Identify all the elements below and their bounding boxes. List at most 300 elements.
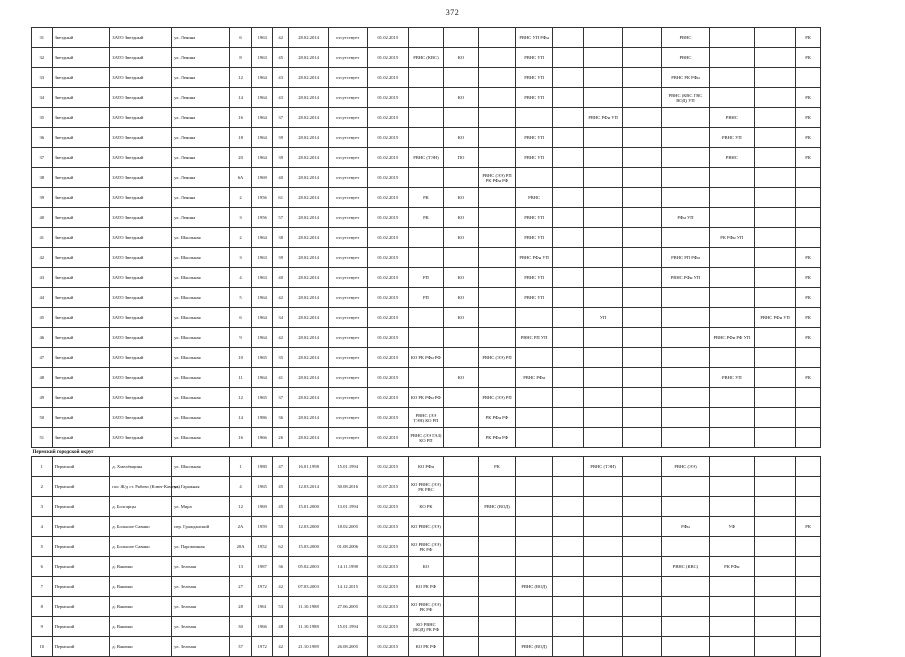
table-cell <box>584 477 623 497</box>
table-cell <box>754 148 795 168</box>
table-cell <box>623 68 662 88</box>
table-row <box>32 597 821 617</box>
table-cell: 40 <box>32 208 53 228</box>
table-cell <box>516 108 553 128</box>
table-cell: ЗАТО Звездный <box>110 208 172 228</box>
table-cell <box>553 557 584 577</box>
table-cell <box>553 108 584 128</box>
table-cell: РК <box>408 188 443 208</box>
table-cell: КО <box>443 368 478 388</box>
table-cell <box>584 148 623 168</box>
table-cell <box>754 108 795 128</box>
table-cell: 28.02.2014 <box>289 188 328 208</box>
table-cell: КО РВНС (ВОД) РК РФ <box>408 617 443 637</box>
table-cell <box>709 428 754 448</box>
table-cell: ЗАТО Звездный <box>110 288 172 308</box>
table-cell: 62 <box>272 537 288 557</box>
table-cell: 16 <box>229 108 252 128</box>
table-cell: 18 <box>229 128 252 148</box>
table-cell: ул. Ленина <box>172 208 230 228</box>
table-cell <box>553 457 584 477</box>
table-cell: ул. Ленина <box>172 188 230 208</box>
table-cell: РП <box>408 268 443 288</box>
table-cell <box>754 268 795 288</box>
table-cell <box>478 597 515 617</box>
table-cell: РФн УП <box>662 208 709 228</box>
table-cell: ЗАТО Звездный <box>110 248 172 268</box>
table-cell <box>584 557 623 577</box>
table-cell: д. Большое Савино <box>110 537 172 557</box>
table-cell: 32 <box>32 48 53 68</box>
table-cell: 01.07.2015 <box>367 477 408 497</box>
table-cell: 30 <box>229 617 252 637</box>
table-cell: 1965 <box>252 388 273 408</box>
table-cell <box>443 497 478 517</box>
table-cell <box>662 408 709 428</box>
table-cell: пер. Гражданский <box>172 517 230 537</box>
table-cell: 2 <box>229 228 252 248</box>
table-cell: ул. Школьная <box>172 308 230 328</box>
table-cell: 01.02.2015 <box>367 368 408 388</box>
table-cell <box>662 428 709 448</box>
table-cell: РК <box>796 268 821 288</box>
table-cell <box>584 617 623 637</box>
table-cell <box>478 268 515 288</box>
table-cell <box>796 228 821 248</box>
table-cell <box>709 168 754 188</box>
table-cell: 28.02.2014 <box>289 268 328 288</box>
table-cell: РВНС (ВОД) <box>516 637 553 657</box>
table-cell <box>796 408 821 428</box>
table-cell <box>478 208 515 228</box>
table-cell <box>623 268 662 288</box>
table-cell: 39 <box>272 148 288 168</box>
section-title: Пермский городской округ <box>32 448 821 457</box>
table-cell <box>754 88 795 108</box>
table-cell: ЗАТО Звездный <box>110 48 172 68</box>
table-cell: отсутствует <box>328 348 367 368</box>
housing-register-table <box>31 27 821 657</box>
table-cell: 01.02.2015 <box>367 248 408 268</box>
table-cell <box>623 328 662 348</box>
table-cell: Пермский <box>52 637 110 657</box>
table-cell: 6А <box>229 168 252 188</box>
table-cell: РВНС РФн УП <box>662 268 709 288</box>
table-cell: 6 <box>229 28 252 48</box>
table-cell: отсутствует <box>328 308 367 328</box>
table-row <box>32 617 821 637</box>
table-cell: 1961 <box>252 597 273 617</box>
table-cell: отсутствует <box>328 248 367 268</box>
table-cell: РВНС РФн РФ УП <box>709 328 754 348</box>
table-cell: 57 <box>272 208 288 228</box>
table-cell: 35 <box>32 108 53 128</box>
table-cell <box>478 288 515 308</box>
table-cell: РВНС <box>709 108 754 128</box>
table-cell: пос Ж/д ст. Рябово (Ключ-Камень) <box>110 477 172 497</box>
table-cell <box>443 637 478 657</box>
table-cell: ул. Ленина <box>172 88 230 108</box>
table-cell: 28.02.2014 <box>289 428 328 448</box>
table-cell: 28.02.2014 <box>289 408 328 428</box>
table-cell: ЗАТО Звездный <box>110 128 172 148</box>
table-cell <box>584 248 623 268</box>
table-cell: 36 <box>32 128 53 148</box>
table-cell: 42 <box>272 288 288 308</box>
table-cell <box>754 408 795 428</box>
table-cell: 1972 <box>252 637 273 657</box>
table-cell <box>709 288 754 308</box>
table-cell: 48 <box>32 368 53 388</box>
page-number: 372 <box>445 8 460 17</box>
table-cell <box>478 637 515 657</box>
table-cell: 01.02.2015 <box>367 457 408 477</box>
table-cell: 2А <box>229 517 252 537</box>
table-cell: 1964 <box>252 228 273 248</box>
table-cell: РВНС (ВОД) <box>516 577 553 597</box>
table-cell: ул. Зеленая <box>172 617 230 637</box>
table-cell <box>796 457 821 477</box>
table-cell: Звездный <box>52 348 110 368</box>
table-cell <box>516 517 553 537</box>
table-cell: КО РВНС (ЭЭ) <box>408 517 443 537</box>
table-cell: 37 <box>229 637 252 657</box>
table-cell: 50 <box>32 408 53 428</box>
table-cell <box>516 617 553 637</box>
table-cell <box>516 348 553 368</box>
table-cell: Звездный <box>52 188 110 208</box>
table-cell: 1 <box>32 457 53 477</box>
table-cell: РВНС РФн <box>516 368 553 388</box>
table-cell <box>662 108 709 128</box>
table-cell <box>443 477 478 497</box>
table-cell: Звездный <box>52 408 110 428</box>
table-cell <box>662 128 709 148</box>
table-cell: ул. Гаражная <box>172 477 230 497</box>
table-cell: 28.02.2014 <box>289 108 328 128</box>
table-cell: 1956 <box>252 208 273 228</box>
table-row <box>32 108 821 128</box>
table-cell: РВНС (ЭЭ ТЭН) КО РП <box>408 408 443 428</box>
table-cell <box>584 68 623 88</box>
table-cell <box>443 28 478 48</box>
table-cell <box>443 597 478 617</box>
table-cell <box>754 288 795 308</box>
table-cell: 44 <box>32 288 53 308</box>
table-cell <box>584 208 623 228</box>
table-row <box>32 348 821 368</box>
table-cell <box>662 577 709 597</box>
table-row <box>32 188 821 208</box>
table-cell: 15.01.1994 <box>328 457 367 477</box>
table-cell: 1964 <box>252 368 273 388</box>
table-cell: отсутствует <box>328 268 367 288</box>
table-cell: 43 <box>32 268 53 288</box>
table-cell: ЗАТО Звездный <box>110 68 172 88</box>
table-cell <box>709 497 754 517</box>
table-cell <box>623 457 662 477</box>
table-cell <box>516 428 553 448</box>
table-cell: РВНС РП РФн <box>662 248 709 268</box>
table-cell <box>443 617 478 637</box>
table-cell: 01.02.2015 <box>367 48 408 68</box>
table-cell: 12 <box>229 388 252 408</box>
table-cell: РВНС РФн УП <box>754 308 795 328</box>
table-cell: 4 <box>229 268 252 288</box>
table-cell: 47 <box>272 457 288 477</box>
table-cell <box>623 28 662 48</box>
table-cell: ЗАТО Звездный <box>110 428 172 448</box>
table-cell: 01.02.2015 <box>367 148 408 168</box>
table-cell <box>553 188 584 208</box>
table-cell: 12.03.2000 <box>289 517 328 537</box>
table-cell <box>553 68 584 88</box>
table-cell <box>443 517 478 537</box>
table-cell: КО <box>443 128 478 148</box>
table-cell <box>584 168 623 188</box>
table-cell <box>553 477 584 497</box>
table-cell: РВНС УП <box>516 48 553 68</box>
table-cell <box>553 308 584 328</box>
table-cell <box>709 188 754 208</box>
table-cell: 1959 <box>252 517 273 537</box>
table-cell: РВНС УП <box>516 208 553 228</box>
table-cell <box>478 477 515 497</box>
section-row <box>32 448 821 457</box>
table-cell: 33 <box>32 68 53 88</box>
table-cell <box>754 428 795 448</box>
table-cell <box>584 288 623 308</box>
table-cell: 01.02.2015 <box>367 517 408 537</box>
table-cell <box>623 537 662 557</box>
table-cell: 39 <box>32 188 53 208</box>
table-cell: РК РФн <box>709 557 754 577</box>
table-cell: РВНС (ЭЭ) РП РК РФн РФ <box>478 168 515 188</box>
table-cell <box>662 388 709 408</box>
table-cell <box>584 348 623 368</box>
table-cell <box>584 368 623 388</box>
table-cell: РФн <box>662 517 709 537</box>
table-cell <box>584 597 623 617</box>
table-cell: 40 <box>272 268 288 288</box>
table-cell <box>553 637 584 657</box>
table-cell <box>408 68 443 88</box>
table-cell <box>754 328 795 348</box>
table-cell <box>408 368 443 388</box>
table-cell <box>623 408 662 428</box>
table-cell <box>623 248 662 268</box>
table-cell <box>623 288 662 308</box>
table-cell: 01.02.2015 <box>367 128 408 148</box>
table-cell <box>516 477 553 497</box>
table-cell: Звездный <box>52 208 110 228</box>
table-cell: РК <box>796 368 821 388</box>
table-cell <box>754 517 795 537</box>
table-cell: 28.02.2014 <box>289 368 328 388</box>
table-cell: 1964 <box>252 148 273 168</box>
table-cell <box>516 497 553 517</box>
table-cell: 28.02.2014 <box>289 88 328 108</box>
table-cell: 28.02.2014 <box>289 228 328 248</box>
table-cell: 28.02.2014 <box>289 308 328 328</box>
table-cell: 41 <box>32 228 53 248</box>
table-cell <box>754 248 795 268</box>
table-cell <box>553 348 584 368</box>
table-cell: ул. Школьная <box>172 428 230 448</box>
table-cell: РВНС УП <box>516 128 553 148</box>
table-cell: 1964 <box>252 108 273 128</box>
table-cell <box>584 228 623 248</box>
table-cell <box>623 208 662 228</box>
table-cell: Звездный <box>52 368 110 388</box>
table-cell <box>796 637 821 657</box>
table-cell: Пермский <box>52 577 110 597</box>
table-cell: 47 <box>32 348 53 368</box>
table-cell: 36 <box>272 408 288 428</box>
table-cell: 15.01.1994 <box>328 617 367 637</box>
table-cell <box>478 328 515 348</box>
table-cell: 01.02.2015 <box>367 537 408 557</box>
table-cell: РВНС (ВОД) <box>478 497 515 517</box>
table-cell: Звездный <box>52 248 110 268</box>
table-cell: 11.10.1988 <box>289 617 328 637</box>
table-cell: отсутствует <box>328 28 367 48</box>
table-cell <box>584 388 623 408</box>
table-cell <box>443 348 478 368</box>
table-cell: РК РФн РФ <box>478 428 515 448</box>
table-cell <box>516 388 553 408</box>
table-cell: 39 <box>272 248 288 268</box>
table-cell: РК <box>796 148 821 168</box>
table-cell <box>754 637 795 657</box>
table-cell: РВНС РК РФн <box>662 68 709 88</box>
table-cell: 14.11.1998 <box>328 557 367 577</box>
table-cell: РК <box>408 208 443 228</box>
table-cell: 27 <box>229 577 252 597</box>
table-cell: КО РВНС (ЭЭ) РК РФ <box>408 597 443 617</box>
table-cell: ЗАТО Звездный <box>110 388 172 408</box>
table-cell: ул. Зеленая <box>172 577 230 597</box>
table-cell <box>623 348 662 368</box>
table-cell <box>553 88 584 108</box>
table-cell: 13.01.1994 <box>328 497 367 517</box>
table-cell <box>662 537 709 557</box>
table-row <box>32 208 821 228</box>
table-cell: 15.03.2000 <box>289 537 328 557</box>
table-cell: д. Ванюки <box>110 557 172 577</box>
table-cell <box>623 108 662 128</box>
table-cell <box>754 228 795 248</box>
table-cell: 40 <box>272 168 288 188</box>
table-cell <box>584 637 623 657</box>
table-cell <box>478 308 515 328</box>
table-cell: 28.02.2014 <box>289 168 328 188</box>
table-cell <box>754 48 795 68</box>
table-row <box>32 268 821 288</box>
table-cell <box>709 388 754 408</box>
table-cell <box>623 428 662 448</box>
table-cell <box>662 188 709 208</box>
table-cell: 14.12.2015 <box>328 577 367 597</box>
table-cell: 20 <box>229 148 252 168</box>
table-cell: 1965 <box>252 348 273 368</box>
table-cell: 28.02.2014 <box>289 28 328 48</box>
table-cell: РВНС УП <box>516 268 553 288</box>
table-cell: РК <box>796 48 821 68</box>
table-cell: 3 <box>229 248 252 268</box>
table-cell: 12.03.2014 <box>289 477 328 497</box>
table-cell: 38 <box>32 168 53 188</box>
table-cell: 28.02.2014 <box>289 208 328 228</box>
table-cell <box>584 497 623 517</box>
table-cell: 42 <box>272 28 288 48</box>
table-cell: отсутствует <box>328 328 367 348</box>
table-cell <box>443 388 478 408</box>
table-cell <box>584 28 623 48</box>
table-cell <box>709 248 754 268</box>
table-cell: 01.02.2015 <box>367 28 408 48</box>
table-cell <box>796 597 821 617</box>
table-cell <box>408 108 443 128</box>
table-cell <box>709 88 754 108</box>
table-row <box>32 248 821 268</box>
table-cell: отсутствует <box>328 188 367 208</box>
table-cell: 14 <box>229 88 252 108</box>
table-cell <box>443 537 478 557</box>
table-cell: ул. Школьная <box>172 368 230 388</box>
table-row <box>32 428 821 448</box>
table-cell <box>478 248 515 268</box>
table-cell: Пермский <box>52 477 110 497</box>
table-cell: Звездный <box>52 128 110 148</box>
table-cell <box>553 288 584 308</box>
table-cell: РК <box>796 248 821 268</box>
table-cell: отсутствует <box>328 288 367 308</box>
table-cell: КО <box>443 288 478 308</box>
table-cell: 28 <box>229 597 252 617</box>
table-cell: 01.02.2015 <box>367 68 408 88</box>
table-cell <box>754 68 795 88</box>
table-cell <box>553 148 584 168</box>
table-cell: отсутствует <box>328 108 367 128</box>
table-cell: ЗАТО Звездный <box>110 188 172 208</box>
table-cell: РК <box>478 457 515 477</box>
table-cell <box>584 88 623 108</box>
table-cell: РК <box>796 28 821 48</box>
table-cell: ул. Школьная <box>172 248 230 268</box>
table-cell <box>516 597 553 617</box>
table-cell <box>584 428 623 448</box>
table-cell: РВНС <box>662 48 709 68</box>
table-cell <box>662 497 709 517</box>
table-cell: 15.01.2000 <box>289 497 328 517</box>
table-cell: ул. Школьная <box>172 288 230 308</box>
table-cell <box>623 497 662 517</box>
table-cell: д. Ванюки <box>110 597 172 617</box>
table-cell: 36 <box>272 557 288 577</box>
table-cell: 45 <box>32 308 53 328</box>
table-cell: РВНС РП УП <box>516 328 553 348</box>
table-cell <box>516 537 553 557</box>
section-header-body <box>32 448 821 457</box>
table-cell: РВНС <box>516 188 553 208</box>
table-cell <box>796 168 821 188</box>
table-cell: 42 <box>272 577 288 597</box>
table-cell <box>709 48 754 68</box>
table-cell <box>553 597 584 617</box>
table-cell: РВНС (ЭЭ) РП <box>478 348 515 368</box>
table-cell <box>754 617 795 637</box>
